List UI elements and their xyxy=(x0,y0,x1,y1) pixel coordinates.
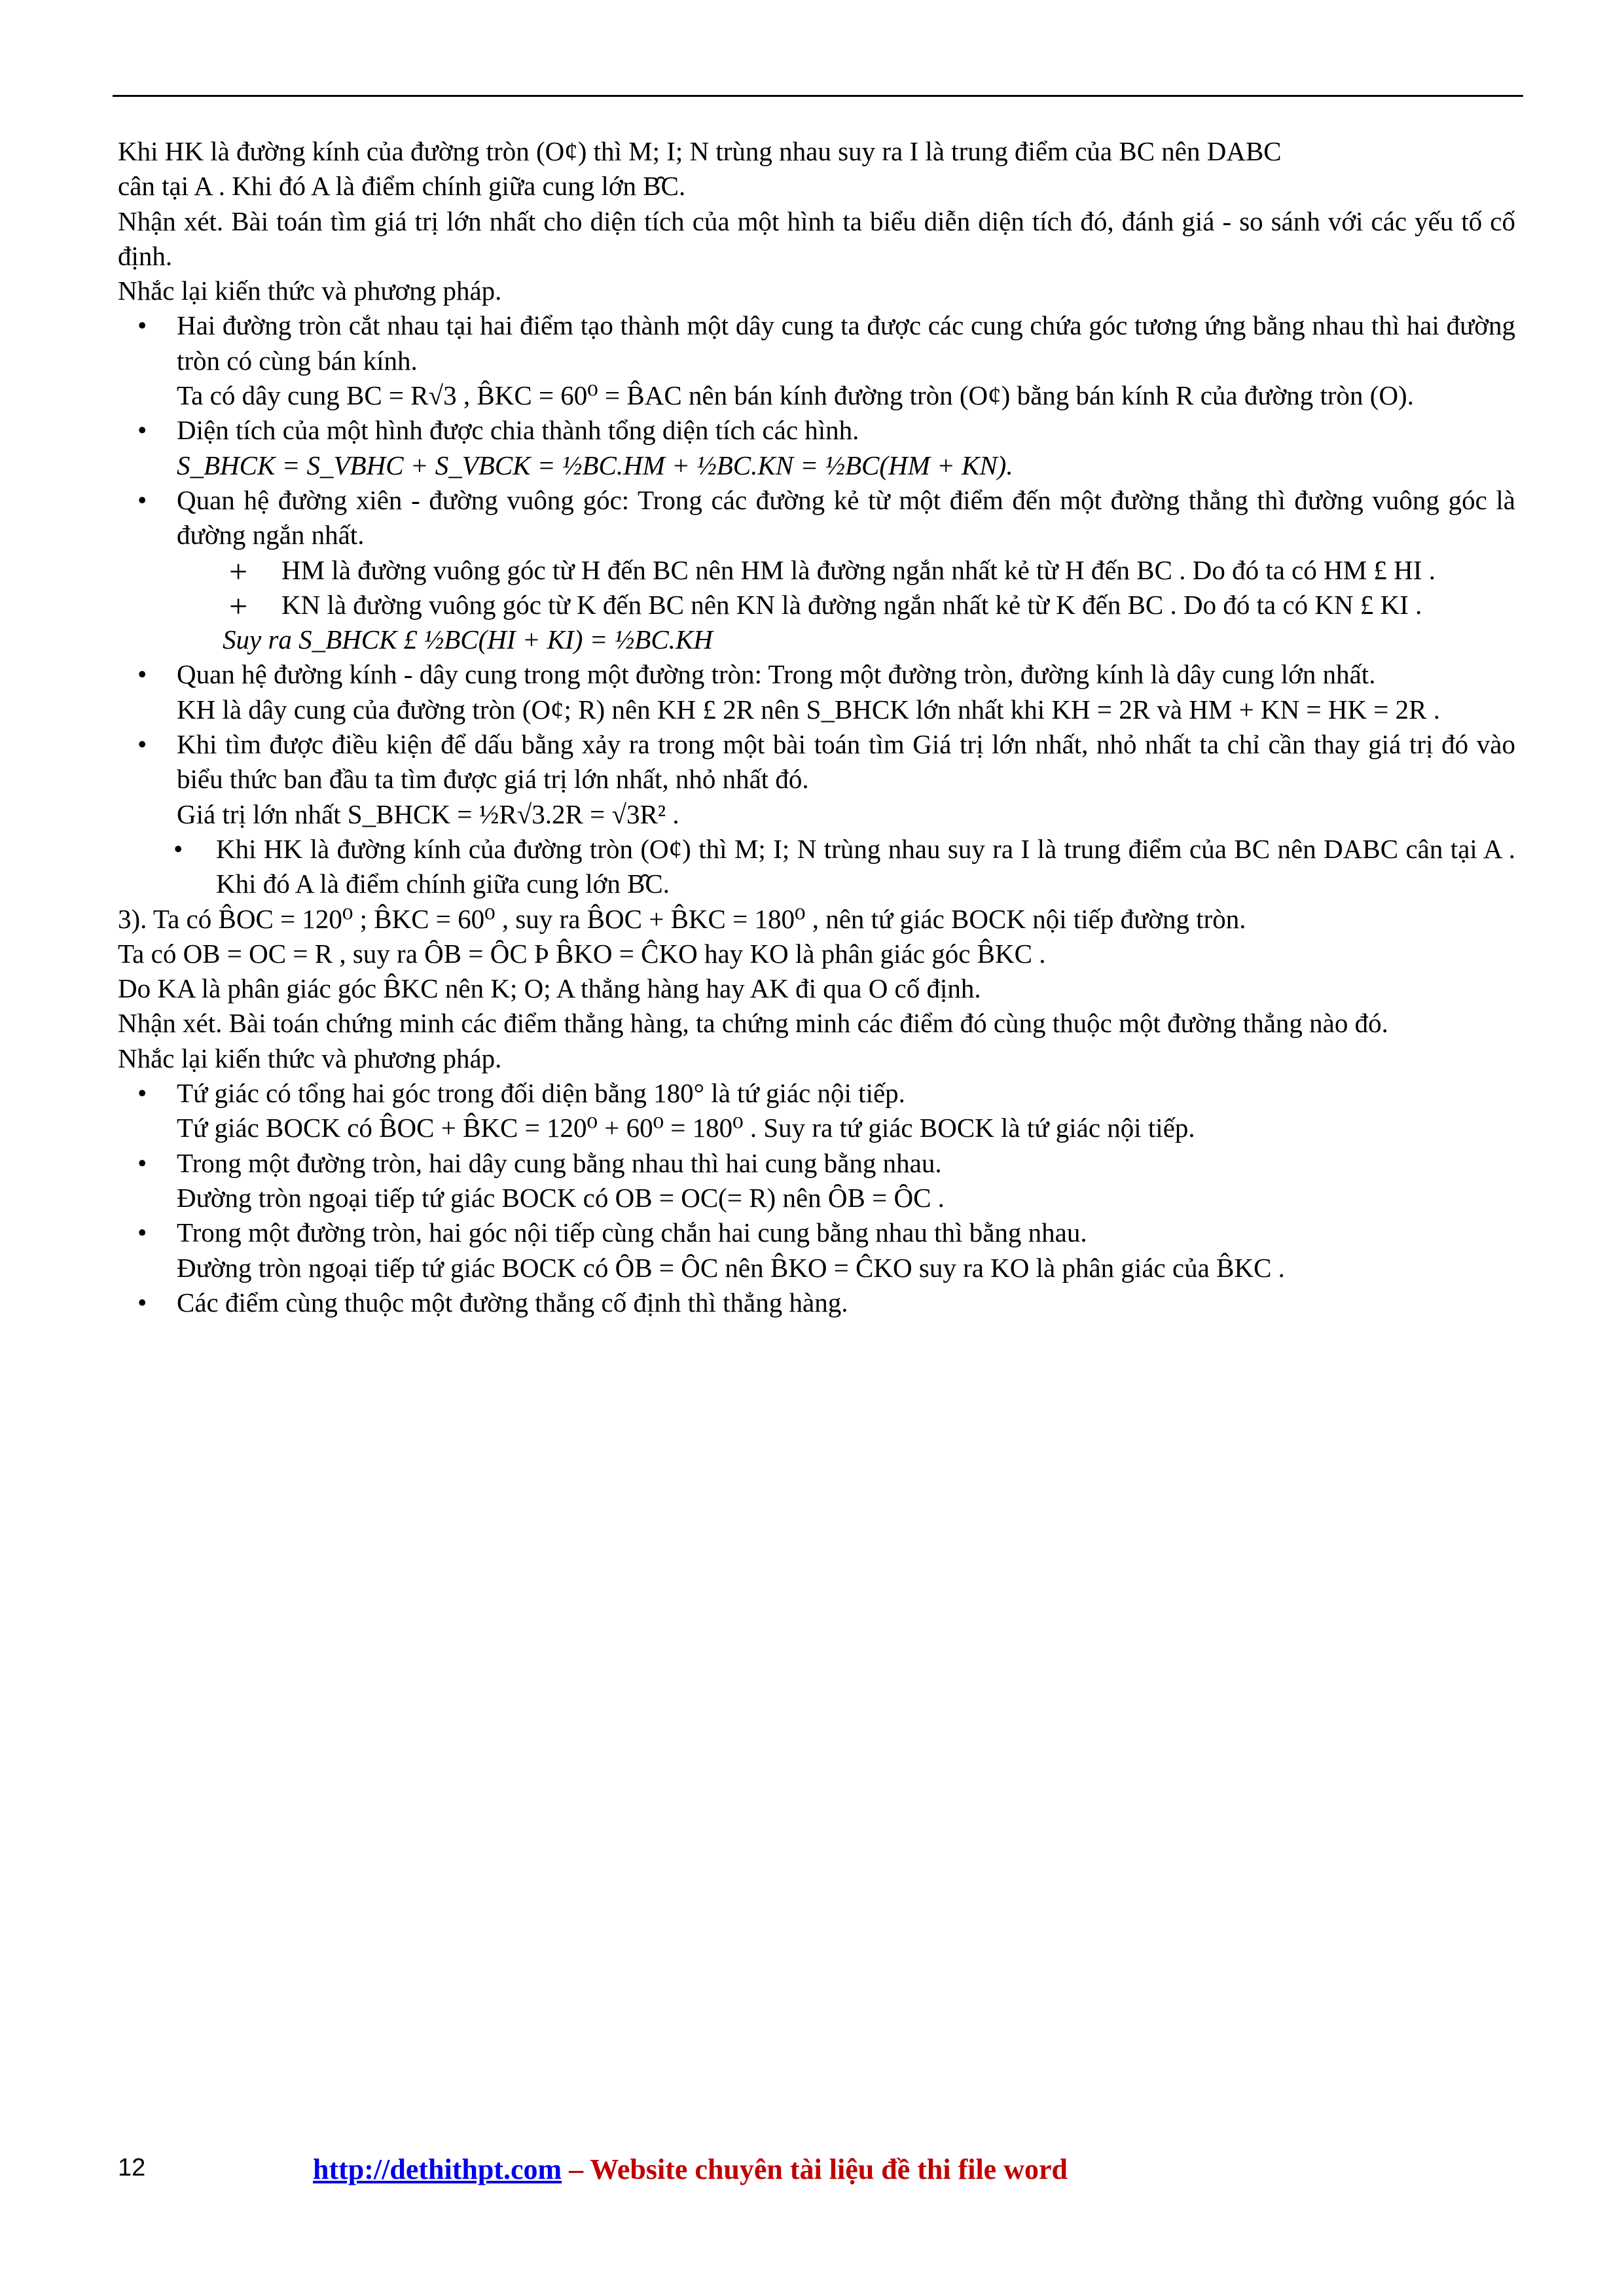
bullet-detail: Đường tròn ngoại tiếp tứ giác BOCK có OB = OC(= R) nên ȎB = ȎC . xyxy=(177,1182,945,1213)
footer xyxy=(313,2151,1068,2188)
bullet-detail: Tứ giác BOCK có B̂OC + B̂KC = 120⁰ + 60⁰ = 180⁰ . Suy ra tứ giác BOCK là tứ giác nội tiếp. xyxy=(177,1113,1195,1143)
bullet-detail: KH là dây cung của đường tròn (O¢; R) nên KH £ 2R nên S_BHCK lớn nhất khi KH = 2R và HM + KN = HK = 2R . xyxy=(177,694,1441,725)
remark: Nhận xét. Bài toán tìm giá trị lớn nhất cho diện tích của một hình ta biểu diễn diện tích đó, đánh giá - so sánh với các yếu tố cố định. xyxy=(118,206,1515,271)
bullet-item: • Các điểm cùng thuộc một đường thẳng cố định thì thẳng hàng. xyxy=(118,1285,1515,1320)
paragraph: Do KA là phân giác góc B̂KC nên K; O; A thẳng hàng hay AK đi qua O cố định. xyxy=(118,973,981,1004)
paragraph: Ta có OB = OC = R , suy ra ȎB = ȎC Þ B̂KO = ĈKO hay KO là phân giác góc B̂KC . xyxy=(118,938,1046,969)
page-number: 12 xyxy=(118,2154,146,2181)
section-heading: Nhắc lại kiến thức và phương pháp. xyxy=(118,1043,502,1073)
bullet-item: • Khi HK là đường kính của đường tròn (O¢) thì M; I; N trùng nhau suy ra I là trung điểm của BC nên DABC cân tại A . Khi đó A là điểm chính giữa cung lớn B̑C. xyxy=(118,832,1515,902)
bullet-item: • Trong một đường tròn, hai góc nội tiếp cùng chắn hai cung bằng nhau thì bằng nhau. xyxy=(118,1215,1515,1250)
section-heading: Nhắc lại kiến thức và phương pháp. xyxy=(118,276,502,306)
bullet-item: • Tứ giác có tổng hai góc trong đối diện bằng 180° là tứ giác nội tiếp. xyxy=(118,1076,1515,1111)
bullet-item: • Diện tích của một hình được chia thành tổng diện tích các hình. xyxy=(118,413,1515,448)
remark: Nhận xét. Bài toán chứng minh các điểm thẳng hàng, ta chứng minh các điểm đó cùng thuộc một đường thẳng nào đó. xyxy=(118,1008,1388,1039)
bullet-item: • Hai đường tròn cắt nhau tại hai điểm tạo thành một dây cung ta được các cung chứa góc tương ứng bằng nhau thì hai đường tròn có cùng bán kính. xyxy=(118,308,1515,378)
paragraph: cân tại A . Khi đó A là điểm chính giữa cung lớn B̑C. xyxy=(118,171,686,202)
bullet-item: • Quan hệ đường kính - dây cung trong một đường tròn: Trong một đường tròn, đường kính là dây cung lớn nhất. xyxy=(118,657,1515,692)
formula: Suy ra S_BHCK £ ½BC(HI + KI) = ½BC.KH xyxy=(223,624,713,655)
bullet-detail: Ta có dây cung BC = R√3 , B̂KC = 60⁰ = B̂AC nên bán kính đường tròn (O¢) bằng bán kính R của đường tròn (O). xyxy=(177,380,1414,411)
plus-item: + HM là đường vuông góc từ H đến BC nên HM là đường ngắn nhất kẻ từ H đến BC . Do đó ta có HM £ HI . xyxy=(118,553,1515,588)
formula: Giá trị lớn nhất S_BHCK = ½R√3.2R = √3R² . xyxy=(177,798,679,829)
website-link[interactable]: http://dethithpt.com xyxy=(313,2153,562,2185)
paragraph: 3). Ta có B̂OC = 120⁰ ; B̂KC = 60⁰ , suy ra B̂OC + B̂KC = 180⁰ , nên tứ giác BOCK nội tiếp đường tròn. xyxy=(118,903,1246,934)
header-rule xyxy=(113,95,1523,97)
formula: S_BHCK = S_VBHC + S_VBCK = ½BC.HM + ½BC.KN = ½BC(HM + KN). xyxy=(177,450,1013,480)
bullet-detail: Đường tròn ngoại tiếp tứ giác BOCK có ȎB = ȎC nên B̂KO = ĈKO suy ra KO là phân giác của B̂KC . xyxy=(177,1252,1285,1283)
footer-tagline: – Website chuyên tài liệu đề thi file word xyxy=(562,2153,1068,2185)
bullet-item: • Khi tìm được điều kiện để dấu bằng xảy ra trong một bài toán tìm Giá trị lớn nhất, nhỏ nhất ta chỉ cần thay giá trị đó vào biểu thức ban đầu ta tìm được giá trị lớn nhất, nhỏ nhất đó. xyxy=(118,727,1515,797)
document-body xyxy=(118,134,1515,1320)
bullet-item: • Trong một đường tròn, hai dây cung bằng nhau thì hai cung bằng nhau. xyxy=(118,1146,1515,1181)
paragraph: Khi HK là đường kính của đường tròn (O¢) thì M; I; N trùng nhau suy ra I là trung điểm của BC nên DABC xyxy=(118,136,1282,166)
bullet-item: • Quan hệ đường xiên - đường vuông góc: Trong các đường kẻ từ một điểm đến một đường thẳng thì đường vuông góc là đường ngắn nhất. xyxy=(118,483,1515,553)
plus-item: + KN là đường vuông góc từ K đến BC nên KN là đường ngắn nhất kẻ từ K đến BC . Do đó ta có KN £ KI . xyxy=(118,588,1515,622)
